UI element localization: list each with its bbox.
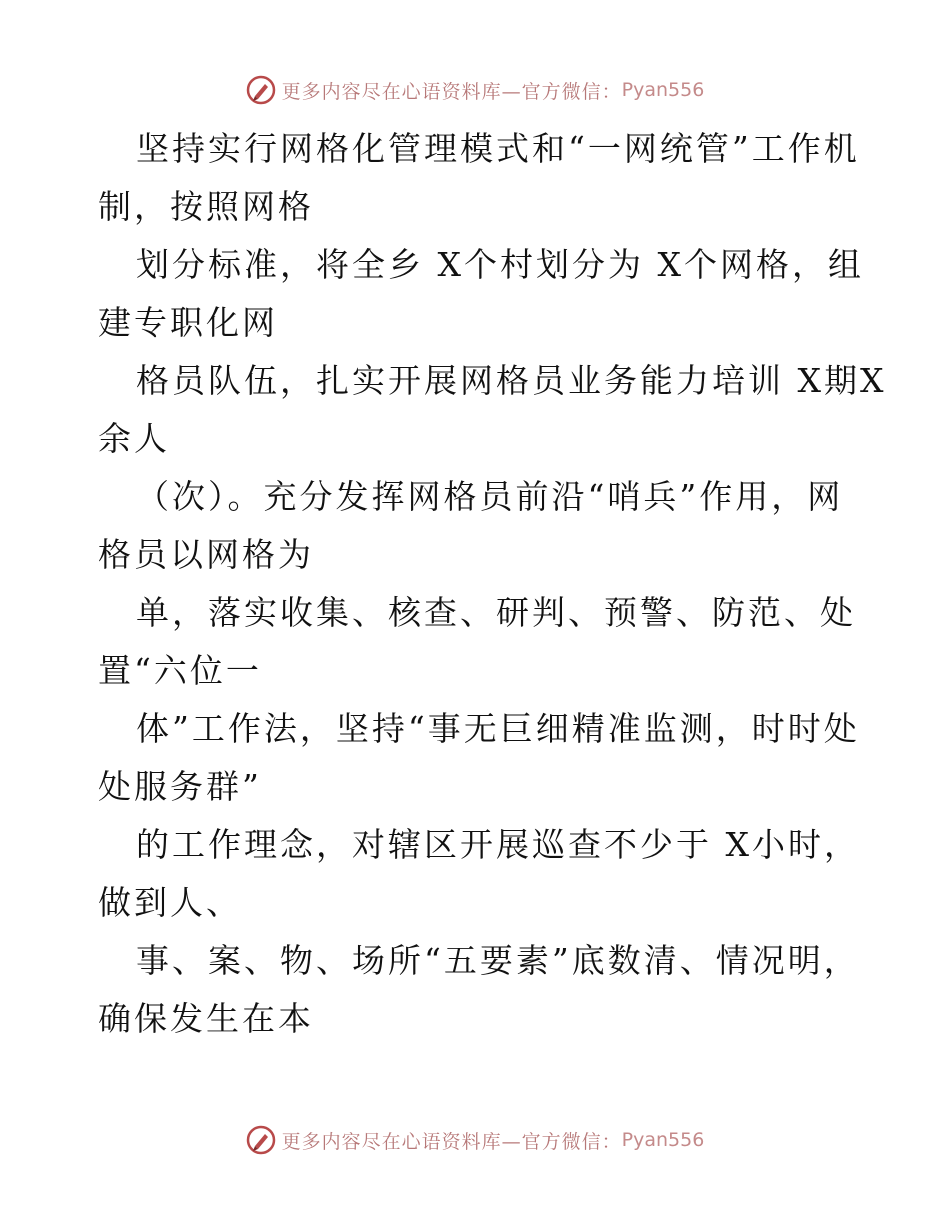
paragraph-line: 确保发生在本 bbox=[98, 999, 314, 1038]
document-body bbox=[98, 120, 887, 1048]
paragraph bbox=[98, 352, 887, 468]
header-banner bbox=[0, 70, 950, 110]
banner-wechat: Pyan556 bbox=[621, 79, 705, 101]
paragraph-line: 格员以网格为 bbox=[98, 535, 314, 574]
banner-text: 更多内容尽在心语资料库—官方微信： bbox=[281, 80, 622, 103]
banner-wechat: Pyan556 bbox=[621, 1129, 705, 1151]
paragraph-line: （次）。充分发挥网格员前沿“哨兵”作用，网 bbox=[136, 477, 844, 516]
paragraph bbox=[98, 120, 858, 236]
paragraph bbox=[98, 584, 858, 700]
pen-logo-icon bbox=[246, 1125, 276, 1155]
paragraph bbox=[98, 236, 864, 352]
paragraph-line: 事、案、物、场所“五要素”底数清、情况明， bbox=[136, 941, 860, 980]
paragraph-line: 坚持实行网格化管理模式和“一网统管”工作机 bbox=[136, 129, 860, 168]
paragraph-line: 做到人、 bbox=[98, 883, 242, 922]
paragraph bbox=[98, 816, 858, 932]
paragraph-line: 划分标准，将全乡 X个村划分为 X个网格，组 bbox=[136, 245, 864, 284]
paragraph-line: 处服务群” bbox=[98, 767, 262, 806]
paragraph-line: 单，落实收集、核查、研判、预警、防范、处 bbox=[136, 593, 856, 632]
paragraph-line: 建专职化网 bbox=[98, 303, 278, 342]
paragraph bbox=[98, 932, 858, 1048]
paragraph bbox=[98, 468, 858, 584]
paragraph-line: 的工作理念，对辖区开展巡查不少于 X小时， bbox=[136, 825, 860, 864]
paragraph-line: 格员队伍，扎实开展网格员业务能力培训 X期X bbox=[136, 361, 887, 400]
paragraph-line: 体”工作法，坚持“事无巨细精准监测，时时处 bbox=[136, 709, 860, 748]
paragraph-line: 制，按照网格 bbox=[98, 187, 314, 226]
paragraph-line: 置“六位一 bbox=[98, 651, 262, 690]
paragraph-line: 余人 bbox=[98, 419, 170, 458]
footer-banner bbox=[0, 1120, 950, 1160]
pen-logo-icon bbox=[246, 75, 276, 105]
banner-text: 更多内容尽在心语资料库—官方微信： bbox=[281, 1130, 622, 1153]
paragraph bbox=[98, 700, 858, 816]
